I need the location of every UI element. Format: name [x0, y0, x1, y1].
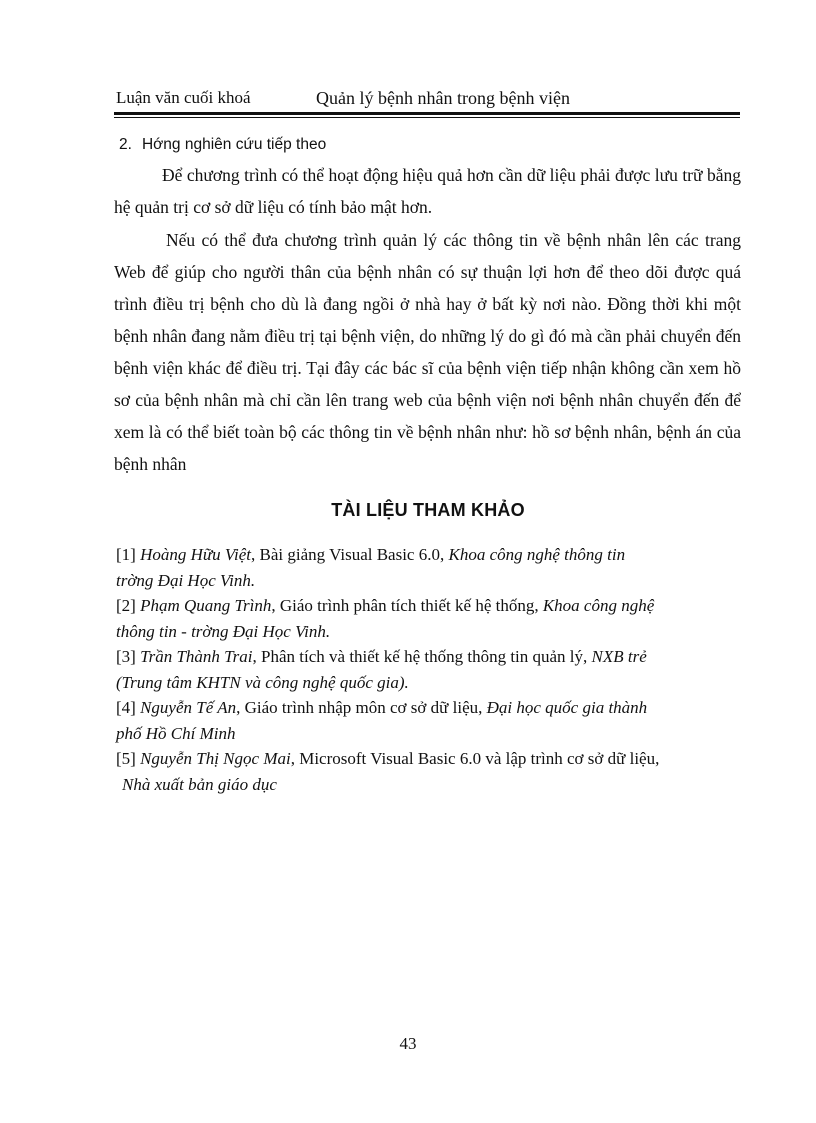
paragraph-2: Nếu có thể đưa chương trình quản lý các thông tin về bệnh nhân lên các trang Web để giúp cho người thân của bệnh nhân có sự thuận lợi hơn để theo dõi được quá trình điều trị bệnh cho dù là đang ngồi ở nhà hay ở bất kỳ nơi nào. Đồng thời khi một bệnh nhân đang nằm điều trị tại bệnh viện, do những lý do gì đó mà cần phải chuyển đến bệnh viện khác để điều trị. Tại đây các bác sĩ của bệnh viện tiếp nhận không cần xem hồ sơ của bệnh nhân mà chỉ cần lên trang web của bệnh viện nơi bệnh nhân chuyển đến để xem là có thể biết toàn bộ các thông tin về bệnh nhân như: hồ sơ bệnh nhân, bệnh án của bệnh nhân	[114, 230, 741, 474]
paragraph-1: Để chương trình có thể hoạt động hiệu quả hơn cần dữ liệu phải được lưu trữ bằng hệ quản trị cơ sở dữ liệu có tính bảo mật hơn.	[114, 165, 741, 217]
reference-source: NXB trẻ	[591, 647, 647, 666]
reference-number: [5]	[116, 749, 136, 768]
section-number: 2.	[119, 136, 132, 153]
reference-title: , Giáo trình nhập môn cơ sở dữ liệu,	[236, 698, 487, 717]
reference-item	[116, 593, 741, 644]
reference-author: Hoàng Hữu Việt	[140, 545, 252, 564]
reference-number: [1]	[116, 545, 136, 564]
reference-number: [4]	[116, 698, 136, 717]
header-rule	[114, 112, 740, 115]
reference-source: Đại học quốc gia thành	[486, 698, 648, 717]
reference-title: , Phân tích và thiết kế hệ thống thông tin quản lý,	[252, 647, 592, 666]
reference-source-cont: thông tin - trờng Đại Học Vinh.	[116, 621, 331, 641]
reference-source-cont: phố Hồ Chí Minh	[116, 723, 236, 743]
reference-item	[116, 695, 741, 746]
reference-title: , Giáo trình phân tích thiết kế hệ thống,	[271, 596, 543, 615]
section-heading	[119, 136, 326, 154]
reference-author: Nguyễn Tế An	[140, 698, 237, 717]
reference-title: , Microsoft Visual Basic 6.0 và lập trình cơ sở dữ liệu,	[290, 749, 660, 768]
reference-item	[116, 746, 741, 797]
reference-source-cont: trờng Đại Học Vinh.	[116, 570, 256, 590]
section-title: Hớng nghiên cứu tiếp theo	[141, 136, 327, 153]
reference-number: [2]	[116, 596, 136, 615]
reference-number: [3]	[116, 647, 136, 666]
reference-item	[116, 644, 741, 695]
reference-author: Phạm Quang Trình	[140, 596, 272, 615]
reference-source-cont: Nhà xuất bản giáo dục	[122, 774, 277, 794]
references-list	[116, 542, 741, 797]
reference-source: Khoa công nghệ	[542, 596, 655, 615]
reference-item	[116, 542, 741, 593]
header-left: Luận văn cuối khoá	[116, 88, 251, 107]
reference-source-cont: (Trung tâm KHTN và công nghệ quốc gia).	[116, 672, 409, 692]
reference-source: Khoa công nghệ thông tin	[448, 545, 626, 564]
reference-author: Nguyễn Thị Ngọc Mai	[140, 749, 291, 768]
header-right: Quản lý bệnh nhân trong bệnh viện	[316, 88, 570, 108]
references-title: TÀI LIỆU THAM KHẢO	[331, 500, 525, 520]
reference-title: , Bài giảng Visual Basic 6.0,	[251, 545, 449, 564]
page-number: 43	[399, 1034, 417, 1053]
reference-author: Trần Thành Trai	[140, 647, 253, 666]
header-rule-thin	[114, 117, 740, 118]
